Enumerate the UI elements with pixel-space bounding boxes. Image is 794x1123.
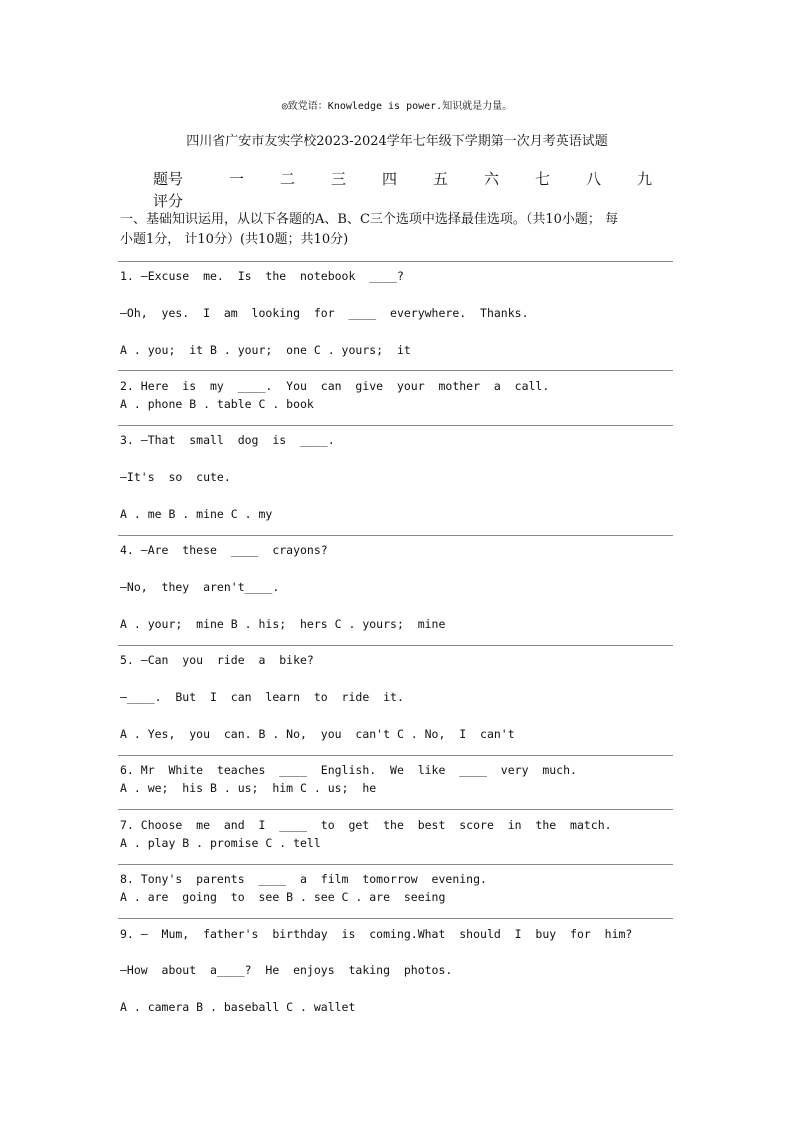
question-5-line: —____. But I can learn to ride it. [120,690,404,704]
section-heading-line: 小题1分， 计10分）(共10题；共10分) [120,232,349,247]
question-6-stem: 6. Mr White teaches ____ English. We like ____ very much. [120,763,577,777]
question-7-options: A . play B . promise C . tell [120,836,321,850]
question-divider [118,918,673,919]
question-7-stem: 7. Choose me and I ____ to get the best score in the match. [120,818,612,832]
question-5-stem: 5. —Can you ride a bike? [120,653,314,667]
question-9-options: A . camera B . baseball C . wallet [120,1000,356,1014]
question-divider [118,425,673,426]
question-6-options: A . we; his B . us; him C . us; he [120,781,377,795]
score-table-header-label: 题号 [153,169,184,188]
question-1-stem: 1. —Excuse me. Is the notebook ____? [120,269,404,283]
score-table [153,168,673,212]
question-8-options: A . are going to see B . see C . are seeing [120,890,446,904]
question-divider [118,755,673,756]
score-table-column: 九 [636,169,652,188]
score-table-header-row [153,168,673,188]
question-2-options: A . phone B . table C . book [120,397,314,411]
question-1-line: —Oh, yes. I am looking for ____ everywhere. Thanks. [120,306,529,320]
question-1-options: A . you; it B . your; one C . yours; it [120,343,411,357]
question-2-stem: 2. Here is my ____. You can give your mother a call. [120,379,550,393]
question-3-stem: 3. —That small dog is ____. [120,433,335,447]
question-4-line: —No, they aren't____. [120,580,280,594]
question-9-line: —How about a____? He enjoys taking photos. [120,963,453,977]
question-divider [118,535,673,536]
section-heading [120,210,675,250]
question-divider [118,370,673,371]
section-heading-line: 一、基础知识运用，从以下各题的A、B、C三个选项中选择最佳选项。（共10小题； 每 [120,212,619,227]
score-table-column: 七 [534,169,550,188]
question-3-line: —It's so cute. [120,470,231,484]
question-8-stem: 8. Tony's parents ____ a film tomorrow evening. [120,872,487,886]
score-table-column: 二 [279,169,295,188]
question-divider [118,864,673,865]
score-table-column: 八 [585,169,601,188]
question-3-options: A . me B . mine C . my [120,507,273,521]
score-table-column: 五 [432,169,448,188]
question-4-stem: 4. —Are these ____ crayons? [120,543,328,557]
score-table-column: 四 [381,169,397,188]
question-divider [118,261,673,262]
score-table-score-row [153,190,673,210]
score-table-column: 三 [330,169,346,188]
question-divider [118,645,673,646]
score-table-column: 一 [228,169,244,188]
question-4-options: A . your; mine B . his; hers C . yours; mine [120,617,446,631]
motto-text: ◎致党语：Knowledge is power.知识就是力量。 [281,101,513,112]
page-title: 四川省广安市友实学校2023-2024学年七年级下学期第一次月考英语试题 [186,134,608,149]
question-divider [118,809,673,810]
question-9-stem: 9. — Mum, father's birthday is coming.What should I buy for him? [120,927,633,941]
score-table-score-label: 评分 [153,191,184,210]
score-table-column: 六 [483,169,499,188]
question-5-options: A . Yes, you can. B . No, you can't C . No, I can't [120,727,515,741]
